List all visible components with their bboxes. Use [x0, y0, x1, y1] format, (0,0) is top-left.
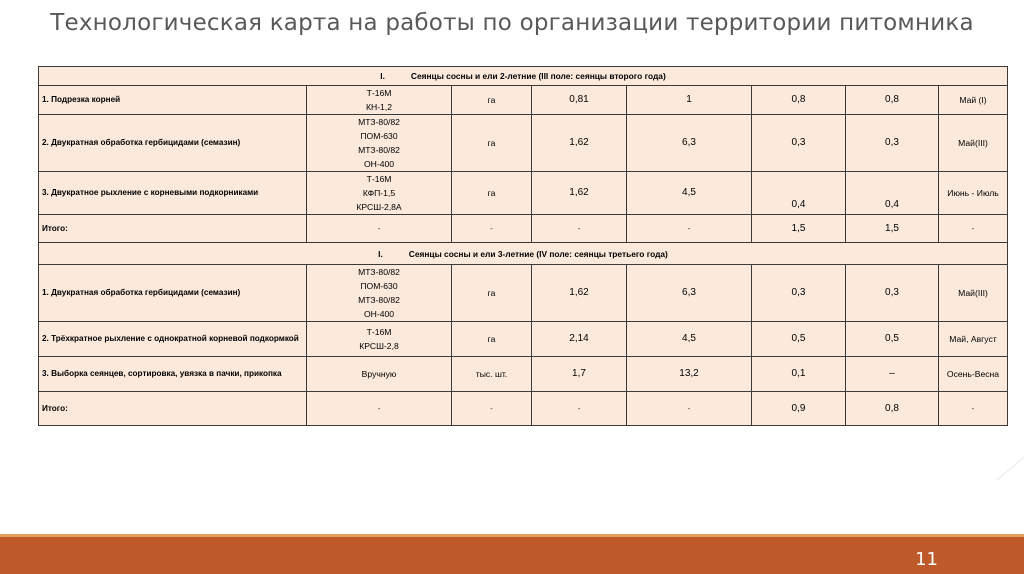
- equipment-item: МТЗ-80/82: [358, 295, 400, 305]
- operation-cell: 2. Двукратная обработка гербицидами (семазин): [39, 115, 307, 172]
- equipment-item: ОН-400: [363, 159, 395, 169]
- operation-cell: 1. Двукратная обработка гербицидами (семазин): [39, 265, 307, 322]
- unit-cell: га: [452, 115, 532, 172]
- date-cell: -: [939, 392, 1008, 426]
- operation-cell: 2. Трёхкратное рыхление с однократной корневой подкормкой: [39, 322, 307, 357]
- equipment-item: Т-16М: [366, 174, 392, 184]
- total-row: [39, 392, 1008, 426]
- value-cell: 1,62: [532, 265, 627, 322]
- table-row: [39, 172, 1008, 215]
- date-cell: Май, Август: [939, 322, 1008, 357]
- value-cell: 0,5: [846, 322, 939, 357]
- date-cell: Май(III): [939, 265, 1008, 322]
- equipment-cell: -: [307, 392, 452, 426]
- date-cell: -: [939, 215, 1008, 243]
- value-cell: 1: [627, 86, 752, 115]
- value-cell: 4,5: [627, 322, 752, 357]
- value-cell: 0,4: [752, 172, 846, 215]
- equipment-item: МТЗ-80/82: [358, 117, 400, 127]
- equipment-item: ОН-400: [363, 309, 395, 319]
- unit-cell: -: [452, 215, 532, 243]
- table-row: [39, 265, 1008, 322]
- equipment-item: МТЗ-80/82: [358, 267, 400, 277]
- equipment-cell: [307, 172, 452, 215]
- value-cell: -: [532, 215, 627, 243]
- value-cell: 2,14: [532, 322, 627, 357]
- equipment-cell: [307, 265, 452, 322]
- equipment-item: КН-1,2: [365, 102, 393, 112]
- value-cell: 0,3: [846, 265, 939, 322]
- technology-map-table: [38, 66, 1008, 426]
- value-cell: 6,3: [627, 115, 752, 172]
- unit-cell: га: [452, 86, 532, 115]
- value-cell: -: [532, 392, 627, 426]
- date-cell: Май (I): [939, 86, 1008, 115]
- section-number: I.: [378, 248, 383, 259]
- value-cell: 0,8: [846, 86, 939, 115]
- equipment-item: КФП-1,5: [362, 188, 396, 198]
- unit-cell: -: [452, 392, 532, 426]
- unit-cell: тыс. шт.: [452, 357, 532, 392]
- operation-cell: 3. Выборка сеянцев, сортировка, увязка в пачки, прикопка: [39, 357, 307, 392]
- unit-cell: га: [452, 265, 532, 322]
- equipment-item: Т-16М: [366, 88, 392, 98]
- table-row: [39, 86, 1008, 115]
- total-row: [39, 215, 1008, 243]
- value-cell: –: [846, 357, 939, 392]
- value-cell: 1,62: [532, 115, 627, 172]
- table-row: [39, 357, 1008, 392]
- value-cell: 1,7: [532, 357, 627, 392]
- equipment-cell: [307, 322, 452, 357]
- value-cell: 1,62: [532, 172, 627, 215]
- total-label-cell: Итого:: [39, 215, 307, 243]
- value-cell: 0,3: [752, 265, 846, 322]
- date-cell: Май(III): [939, 115, 1008, 172]
- value-cell: 1,5: [846, 215, 939, 243]
- decorative-line: [997, 453, 1024, 481]
- operation-cell: 3. Двукратное рыхление с корневыми подкорниками: [39, 172, 307, 215]
- value-cell: 0,3: [846, 115, 939, 172]
- value-cell: 0,81: [532, 86, 627, 115]
- value-cell: 0,1: [752, 357, 846, 392]
- equipment-item: ПОМ-630: [360, 131, 398, 141]
- section-title: Сеянцы сосны и ели 2-летние (III поле: сеянцы второго года): [410, 71, 666, 81]
- value-cell: 0,4: [846, 172, 939, 215]
- value-cell: 0,8: [752, 86, 846, 115]
- unit-cell: га: [452, 172, 532, 215]
- equipment-item: Т-16М: [366, 327, 392, 337]
- section-title: Сеянцы сосны и ели 3-летние (IV поле: сеянцы третьего года): [408, 248, 668, 259]
- value-cell: 13,2: [627, 357, 752, 392]
- equipment-item: ПОМ-630: [360, 281, 398, 291]
- equipment-cell: [307, 357, 452, 392]
- operation-cell: 1. Подрезка корней: [39, 86, 307, 115]
- section-header: [39, 67, 1008, 86]
- equipment-item: КРСШ-2,8: [359, 341, 399, 351]
- unit-cell: га: [452, 322, 532, 357]
- page-number: 11: [915, 549, 938, 570]
- section-1-title-cell: [39, 67, 1008, 86]
- equipment-cell: [307, 86, 452, 115]
- value-cell: 6,3: [627, 265, 752, 322]
- equipment-item: МТЗ-80/82: [358, 145, 400, 155]
- value-cell: 0,3: [752, 115, 846, 172]
- section-number: I.: [380, 71, 385, 81]
- value-cell: 1,5: [752, 215, 846, 243]
- value-cell: 0,8: [846, 392, 939, 426]
- equipment-item: Вручную: [361, 369, 397, 379]
- equipment-cell: [307, 115, 452, 172]
- table-row: [39, 115, 1008, 172]
- value-cell: 0,5: [752, 322, 846, 357]
- equipment-item: КРСШ-2,8А: [356, 202, 402, 212]
- footer-bar: [0, 537, 1024, 574]
- equipment-cell: -: [307, 215, 452, 243]
- value-cell: 0,9: [752, 392, 846, 426]
- slide-title: Технологическая карта на работы по организации территории питомника: [50, 10, 974, 36]
- date-cell: Июнь - Июль: [939, 172, 1008, 215]
- section-header: [39, 243, 1008, 265]
- table-row: [39, 322, 1008, 357]
- date-cell: Осень-Весна: [939, 357, 1008, 392]
- value-cell: 4,5: [627, 172, 752, 215]
- total-label-cell: Итого:: [39, 392, 307, 426]
- value-cell: -: [627, 392, 752, 426]
- value-cell: -: [627, 215, 752, 243]
- section-2-title-cell: [39, 243, 1008, 265]
